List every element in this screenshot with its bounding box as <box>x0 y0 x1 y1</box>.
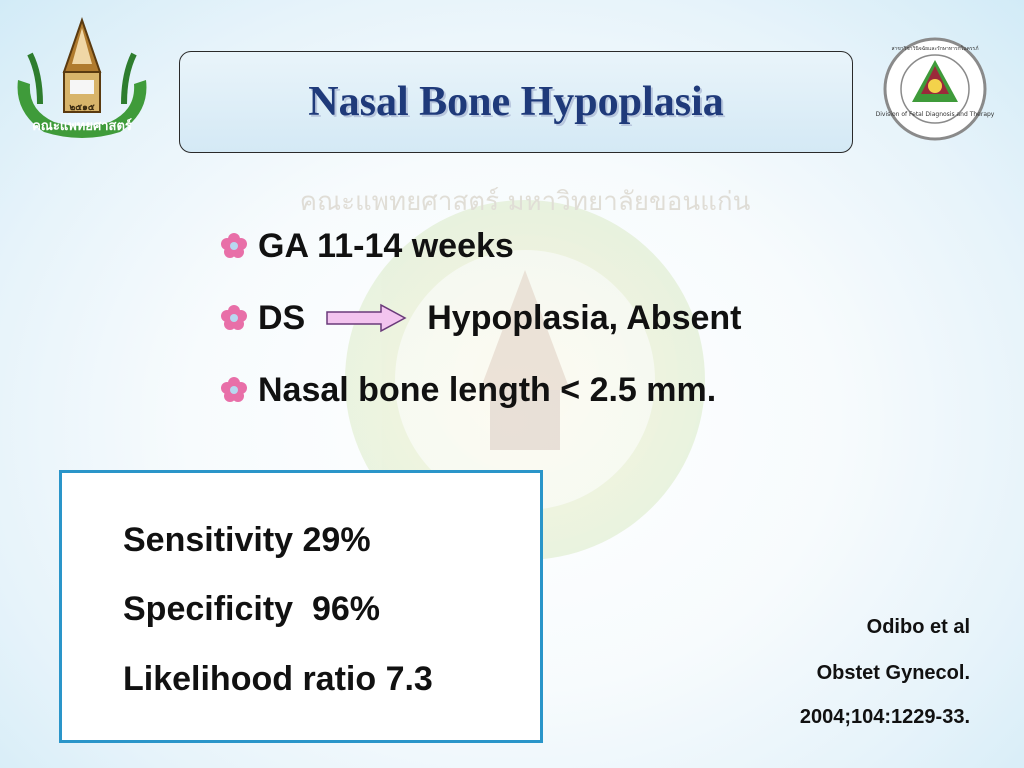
bullet-length <box>220 370 860 410</box>
bullet-ga <box>220 226 860 266</box>
logo-ribbon-text: คณะแพทยศาสตร์ <box>32 119 132 134</box>
logo-year-text: ๒๕๑๕ <box>69 103 95 113</box>
bullet-left-text: DS <box>258 298 306 337</box>
sensitivity-text: Sensitivity 29% <box>123 521 371 559</box>
bullet-ds <box>220 298 860 338</box>
flower-bullet-icon <box>220 376 248 404</box>
likelihood-text: Likelihood ratio 7.3 <box>123 660 433 698</box>
specificity-text: Specificity 96% <box>123 590 381 628</box>
reference-author: Odibo et al <box>866 616 970 638</box>
slide-title: Nasal Bone Hypoplasia <box>308 79 724 125</box>
bullet-text: Nasal bone length < 2.5 mm. <box>258 370 717 409</box>
flower-bullet-icon <box>220 232 248 260</box>
stats-box <box>59 470 543 743</box>
faculty-logo <box>10 14 155 144</box>
title-box <box>179 51 853 153</box>
right-arrow-icon <box>325 303 407 333</box>
watermark-text: คณะแพทยศาสตร์ มหาวิทยาลัยขอนแก่น <box>299 187 751 217</box>
bullet-text: GA 11-14 weeks <box>258 226 514 265</box>
division-logo <box>876 36 994 142</box>
reference-journal: Obstet Gynecol. <box>816 662 970 684</box>
logo-subtext: Division of Fetal Diagnosis and Therapy <box>875 111 995 118</box>
bullet-right-text: Hypoplasia, Absent <box>427 298 742 337</box>
reference-citation: 2004;104:1229-33. <box>799 706 970 728</box>
flower-bullet-icon <box>220 304 248 332</box>
logo-thai-text: สาขาวิชาวินิจฉัยและรักษาทารกในครรภ์ <box>891 46 979 52</box>
bullet-list <box>220 226 860 410</box>
